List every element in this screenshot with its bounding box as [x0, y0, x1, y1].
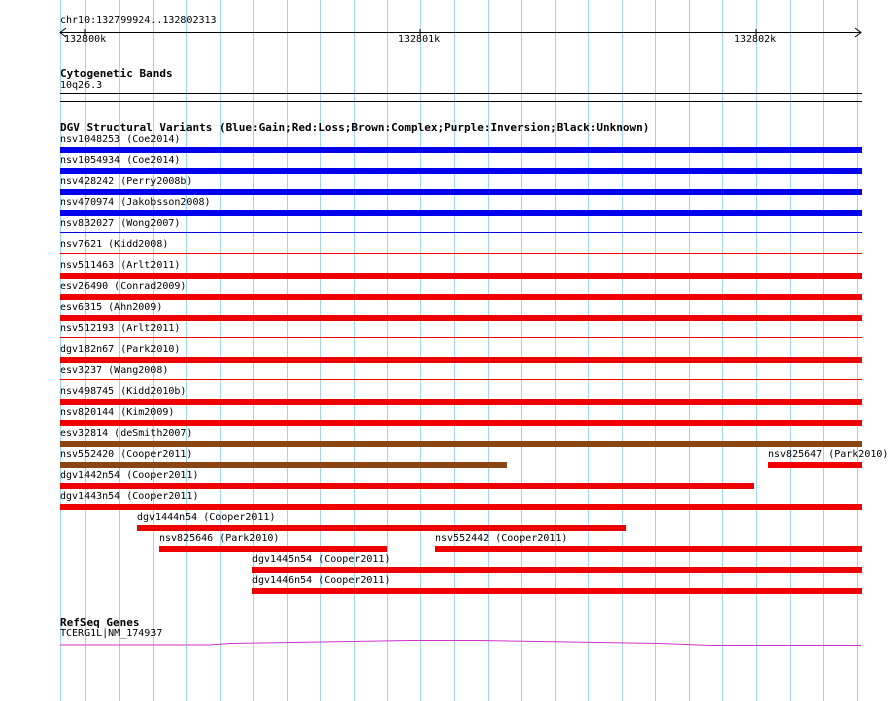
variant-feature-gain[interactable] [60, 168, 862, 174]
ruler [0, 0, 890, 60]
cytoband-track-title: Cytogenetic Bands [60, 67, 173, 80]
variant-label[interactable]: esv32814 (deSmith2007) [60, 428, 193, 439]
variant-feature-loss[interactable] [252, 588, 862, 594]
gene-feature[interactable] [0, 630, 890, 660]
variant-feature-loss[interactable] [60, 253, 862, 254]
ruler-tick-label: 132800k [64, 34, 107, 45]
variant-label[interactable]: nsv832027 (Wong2007) [60, 218, 181, 229]
cytoband-top-line [60, 93, 862, 94]
variant-feature-loss[interactable] [60, 294, 862, 300]
ruler-tick-label: 132802k [734, 34, 777, 45]
variant-feature-loss[interactable] [60, 420, 862, 426]
variant-feature-loss[interactable] [60, 399, 862, 405]
variant-label[interactable]: nsv470974 (Jakobsson2008) [60, 197, 211, 208]
variant-label[interactable]: nsv498745 (Kidd2010b) [60, 386, 187, 397]
variant-feature-loss[interactable] [137, 525, 626, 531]
variant-label[interactable]: nsv552442 (Cooper2011) [435, 533, 568, 544]
variant-feature-loss[interactable] [60, 337, 862, 338]
variant-label[interactable]: nsv7621 (Kidd2008) [60, 239, 169, 250]
variant-label[interactable]: esv3237 (Wang2008) [60, 365, 169, 376]
variant-feature-gain[interactable] [60, 147, 862, 153]
variant-feature-loss[interactable] [60, 483, 754, 489]
variant-label[interactable]: nsv820144 (Kim2009) [60, 407, 175, 418]
variant-feature-loss[interactable] [435, 546, 862, 552]
variant-label[interactable]: nsv825646 (Park2010) [159, 533, 280, 544]
dgv-track-title: DGV Structural Variants (Blue:Gain;Red:Loss;Brown:Complex;Purple:Inversion;Black:Unknown) [60, 121, 650, 134]
variant-feature-gain[interactable] [60, 189, 862, 195]
variant-label[interactable]: nsv1048253 (Coe2014) [60, 134, 181, 145]
variant-label[interactable]: dgv1444n54 (Cooper2011) [137, 512, 276, 523]
gene-label[interactable]: TCERG1L|NM_174937 [60, 628, 163, 639]
cytoband-bottom-line [60, 101, 862, 102]
variant-feature-gain[interactable] [60, 232, 862, 233]
variant-feature-loss[interactable] [60, 357, 862, 363]
variant-label[interactable]: nsv428242 (Perry2008b) [60, 176, 193, 187]
variant-label[interactable]: dgv182n67 (Park2010) [60, 344, 181, 355]
variant-label[interactable]: nsv511463 (Arlt2011) [60, 260, 181, 271]
ruler-tick-label: 132801k [398, 34, 441, 45]
variant-feature-loss[interactable] [768, 462, 862, 468]
variant-label[interactable]: dgv1442n54 (Cooper2011) [60, 470, 199, 481]
variant-feature-complex[interactable] [60, 441, 862, 447]
variant-label[interactable]: nsv1054934 (Coe2014) [60, 155, 181, 166]
variant-label[interactable]: dgv1443n54 (Cooper2011) [60, 491, 199, 502]
variant-feature-loss[interactable] [60, 504, 862, 510]
variant-feature-complex[interactable] [60, 462, 507, 468]
refseq-track-title: RefSeq Genes [60, 616, 140, 629]
variant-feature-loss[interactable] [60, 379, 862, 380]
variant-label[interactable]: nsv512193 (Arlt2011) [60, 323, 181, 334]
variant-label[interactable]: dgv1445n54 (Cooper2011) [252, 554, 391, 565]
variant-feature-loss[interactable] [159, 546, 387, 552]
variant-feature-loss[interactable] [252, 567, 862, 573]
variant-label[interactable]: nsv552420 (Cooper2011) [60, 449, 193, 460]
ruler-location: chr10:132799924..132802313 [60, 15, 217, 26]
variant-feature-gain[interactable] [60, 210, 862, 216]
variant-feature-loss[interactable] [60, 315, 862, 321]
variant-label[interactable]: nsv825647 (Park2010) [768, 449, 889, 460]
variant-label[interactable]: esv6315 (Ahn2009) [60, 302, 163, 313]
variant-label[interactable]: esv26490 (Conrad2009) [60, 281, 187, 292]
variant-feature-loss[interactable] [60, 273, 862, 279]
cytoband-label: 10q26.3 [60, 80, 103, 91]
variant-label[interactable]: dgv1446n54 (Cooper2011) [252, 575, 391, 586]
